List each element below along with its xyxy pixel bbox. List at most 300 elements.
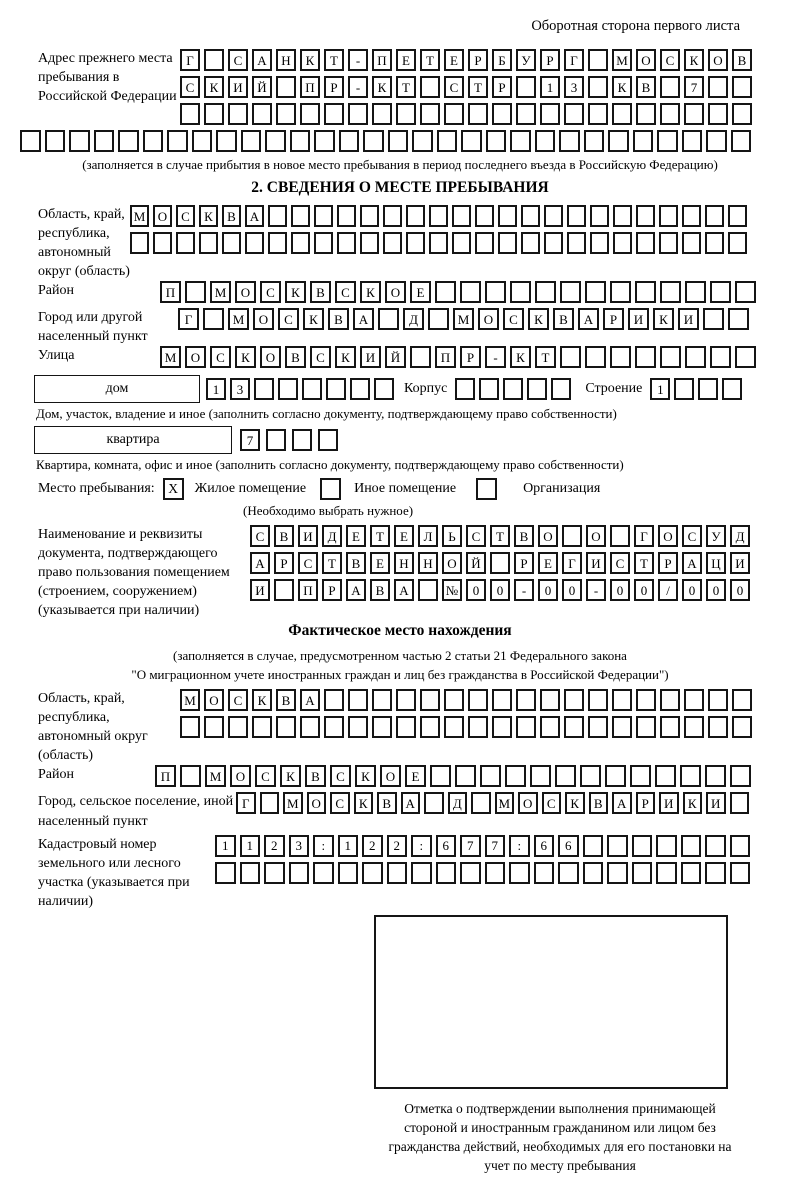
char-cell[interactable]: Д (730, 525, 750, 547)
char-cell[interactable] (635, 346, 656, 368)
char-cell[interactable]: И (628, 308, 649, 330)
char-cell[interactable]: С (310, 346, 331, 368)
char-cell[interactable]: М (160, 346, 181, 368)
char-cell[interactable]: Е (410, 281, 431, 303)
char-cell[interactable] (291, 205, 310, 227)
char-cell[interactable]: 7 (485, 835, 506, 857)
char-cell[interactable] (388, 130, 409, 152)
char-cell[interactable] (485, 281, 506, 303)
char-cell[interactable]: 7 (684, 76, 704, 98)
char-cell[interactable] (674, 378, 694, 400)
char-cell[interactable] (192, 130, 213, 152)
char-cell[interactable] (585, 281, 606, 303)
char-cell[interactable] (461, 130, 482, 152)
char-cell[interactable]: У (516, 49, 536, 71)
char-cell[interactable] (580, 765, 601, 787)
char-cell[interactable]: Н (394, 552, 414, 574)
char-cell[interactable] (348, 103, 368, 125)
char-cell[interactable] (372, 716, 392, 738)
char-cell[interactable]: 7 (460, 835, 481, 857)
char-cell[interactable]: К (510, 346, 531, 368)
char-cell[interactable] (535, 281, 556, 303)
char-cell[interactable] (479, 378, 499, 400)
char-cell[interactable]: О (260, 346, 281, 368)
char-cell[interactable] (732, 716, 752, 738)
char-cell[interactable] (430, 765, 451, 787)
char-cell[interactable] (314, 130, 335, 152)
char-cell[interactable] (681, 862, 702, 884)
char-cell[interactable]: Т (420, 49, 440, 71)
char-cell[interactable] (435, 281, 456, 303)
checkbox-zhiloe[interactable]: X (163, 478, 184, 500)
char-cell[interactable]: : (411, 835, 432, 857)
char-cell[interactable]: И (678, 308, 699, 330)
char-cell[interactable]: В (276, 689, 296, 711)
char-cell[interactable] (444, 103, 464, 125)
char-cell[interactable]: 3 (289, 835, 310, 857)
char-cell[interactable]: Н (276, 49, 296, 71)
char-cell[interactable] (710, 281, 731, 303)
char-cell[interactable]: Е (394, 525, 414, 547)
char-cell[interactable] (534, 862, 555, 884)
char-cell[interactable] (555, 765, 576, 787)
char-cell[interactable] (324, 716, 344, 738)
char-cell[interactable] (318, 429, 338, 451)
char-cell[interactable]: К (528, 308, 549, 330)
char-cell[interactable]: К (355, 765, 376, 787)
char-cell[interactable]: С (228, 49, 248, 71)
char-cell[interactable]: Г (564, 49, 584, 71)
char-cell[interactable] (276, 76, 296, 98)
char-cell[interactable] (731, 130, 752, 152)
char-cell[interactable]: № (442, 579, 462, 601)
char-cell[interactable] (612, 689, 632, 711)
char-cell[interactable] (291, 232, 310, 254)
char-cell[interactable] (509, 862, 530, 884)
char-cell[interactable] (444, 689, 464, 711)
char-cell[interactable] (544, 205, 563, 227)
char-cell[interactable]: П (300, 76, 320, 98)
char-cell[interactable] (535, 130, 556, 152)
char-cell[interactable] (605, 765, 626, 787)
char-cell[interactable] (363, 130, 384, 152)
char-cell[interactable] (406, 205, 425, 227)
char-cell[interactable] (348, 689, 368, 711)
char-cell[interactable] (490, 552, 510, 574)
char-cell[interactable] (660, 689, 680, 711)
char-cell[interactable]: Е (396, 49, 416, 71)
char-cell[interactable] (420, 716, 440, 738)
char-cell[interactable] (314, 205, 333, 227)
char-cell[interactable]: В (222, 205, 241, 227)
char-cell[interactable]: 6 (436, 835, 457, 857)
char-cell[interactable]: Е (444, 49, 464, 71)
char-cell[interactable]: Т (535, 346, 556, 368)
char-cell[interactable] (510, 130, 531, 152)
char-cell[interactable]: К (653, 308, 674, 330)
char-cell[interactable] (607, 862, 628, 884)
char-cell[interactable]: С (335, 281, 356, 303)
char-cell[interactable] (607, 835, 628, 857)
char-cell[interactable] (510, 281, 531, 303)
char-cell[interactable]: М (453, 308, 474, 330)
char-cell[interactable] (429, 232, 448, 254)
char-cell[interactable] (632, 862, 653, 884)
char-cell[interactable] (337, 205, 356, 227)
char-cell[interactable]: Т (370, 525, 390, 547)
char-cell[interactable] (516, 716, 536, 738)
char-cell[interactable]: А (346, 579, 366, 601)
char-cell[interactable] (632, 835, 653, 857)
char-cell[interactable] (475, 205, 494, 227)
char-cell[interactable] (268, 205, 287, 227)
char-cell[interactable]: 1 (650, 378, 670, 400)
char-cell[interactable]: О (442, 552, 462, 574)
char-cell[interactable]: 3 (230, 378, 250, 400)
char-cell[interactable] (527, 378, 547, 400)
char-cell[interactable]: 1 (540, 76, 560, 98)
char-cell[interactable] (362, 862, 383, 884)
char-cell[interactable]: В (377, 792, 397, 814)
char-cell[interactable] (475, 232, 494, 254)
char-cell[interactable]: Г (236, 792, 256, 814)
char-cell[interactable] (420, 76, 440, 98)
char-cell[interactable]: М (228, 308, 249, 330)
char-cell[interactable] (436, 862, 457, 884)
char-cell[interactable]: С (180, 76, 200, 98)
char-cell[interactable]: А (682, 552, 702, 574)
char-cell[interactable] (264, 862, 285, 884)
char-cell[interactable]: Т (396, 76, 416, 98)
char-cell[interactable]: Ь (442, 525, 462, 547)
char-cell[interactable] (551, 378, 571, 400)
char-cell[interactable] (656, 835, 677, 857)
char-cell[interactable]: К (280, 765, 301, 787)
char-cell[interactable] (468, 716, 488, 738)
char-cell[interactable]: 6 (534, 835, 555, 857)
char-cell[interactable] (635, 281, 656, 303)
char-cell[interactable] (143, 130, 164, 152)
char-cell[interactable] (455, 765, 476, 787)
char-cell[interactable] (215, 862, 236, 884)
char-cell[interactable]: О (307, 792, 327, 814)
char-cell[interactable] (705, 862, 726, 884)
char-cell[interactable] (471, 792, 491, 814)
char-cell[interactable] (69, 130, 90, 152)
char-cell[interactable] (636, 716, 656, 738)
char-cell[interactable]: П (160, 281, 181, 303)
char-cell[interactable]: П (155, 765, 176, 787)
char-cell[interactable] (498, 205, 517, 227)
char-cell[interactable] (521, 205, 540, 227)
char-cell[interactable] (176, 232, 195, 254)
char-cell[interactable] (610, 281, 631, 303)
checkbox-organizaciya[interactable] (476, 478, 497, 500)
char-cell[interactable]: П (435, 346, 456, 368)
char-cell[interactable] (540, 689, 560, 711)
char-cell[interactable]: С (444, 76, 464, 98)
char-cell[interactable] (682, 205, 701, 227)
char-cell[interactable] (204, 103, 224, 125)
char-cell[interactable]: Т (490, 525, 510, 547)
char-cell[interactable]: О (235, 281, 256, 303)
char-cell[interactable] (705, 232, 724, 254)
char-cell[interactable]: М (612, 49, 632, 71)
char-cell[interactable] (185, 281, 206, 303)
char-cell[interactable] (608, 130, 629, 152)
char-cell[interactable]: А (252, 49, 272, 71)
char-cell[interactable] (698, 378, 718, 400)
char-cell[interactable]: М (205, 765, 226, 787)
char-cell[interactable] (728, 232, 747, 254)
char-cell[interactable]: Д (403, 308, 424, 330)
char-cell[interactable]: В (636, 76, 656, 98)
char-cell[interactable]: 1 (240, 835, 261, 857)
char-cell[interactable] (613, 232, 632, 254)
char-cell[interactable] (732, 689, 752, 711)
char-cell[interactable]: С (466, 525, 486, 547)
char-cell[interactable]: Д (322, 525, 342, 547)
char-cell[interactable] (660, 346, 681, 368)
char-cell[interactable] (199, 232, 218, 254)
char-cell[interactable]: К (252, 689, 272, 711)
char-cell[interactable]: П (298, 579, 318, 601)
char-cell[interactable]: О (230, 765, 251, 787)
char-cell[interactable] (204, 49, 224, 71)
char-cell[interactable]: А (394, 579, 414, 601)
char-cell[interactable]: А (353, 308, 374, 330)
char-cell[interactable] (260, 792, 280, 814)
char-cell[interactable] (180, 716, 200, 738)
char-cell[interactable] (452, 205, 471, 227)
char-cell[interactable] (610, 525, 630, 547)
char-cell[interactable]: А (245, 205, 264, 227)
char-cell[interactable]: : (313, 835, 334, 857)
char-cell[interactable] (428, 308, 449, 330)
char-cell[interactable]: К (372, 76, 392, 98)
char-cell[interactable] (567, 205, 586, 227)
char-cell[interactable] (656, 862, 677, 884)
char-cell[interactable]: 2 (362, 835, 383, 857)
char-cell[interactable] (659, 205, 678, 227)
char-cell[interactable]: В (346, 552, 366, 574)
char-cell[interactable]: Р (492, 76, 512, 98)
char-cell[interactable]: М (210, 281, 231, 303)
char-cell[interactable] (216, 130, 237, 152)
char-cell[interactable]: Н (418, 552, 438, 574)
char-cell[interactable] (588, 716, 608, 738)
char-cell[interactable]: С (298, 552, 318, 574)
char-cell[interactable] (153, 232, 172, 254)
char-cell[interactable]: Г (180, 49, 200, 71)
char-cell[interactable] (326, 378, 346, 400)
char-cell[interactable] (180, 103, 200, 125)
char-cell[interactable] (588, 76, 608, 98)
char-cell[interactable]: О (478, 308, 499, 330)
char-cell[interactable] (396, 716, 416, 738)
char-cell[interactable] (612, 103, 632, 125)
char-cell[interactable]: 0 (634, 579, 654, 601)
char-cell[interactable] (290, 130, 311, 152)
char-cell[interactable] (680, 765, 701, 787)
char-cell[interactable]: М (495, 792, 515, 814)
char-cell[interactable] (564, 103, 584, 125)
char-cell[interactable] (732, 103, 752, 125)
char-cell[interactable] (254, 378, 274, 400)
char-cell[interactable] (228, 103, 248, 125)
char-cell[interactable] (460, 281, 481, 303)
char-cell[interactable] (455, 378, 475, 400)
char-cell[interactable] (468, 103, 488, 125)
char-cell[interactable] (383, 232, 402, 254)
char-cell[interactable] (585, 346, 606, 368)
char-cell[interactable]: Р (636, 792, 656, 814)
char-cell[interactable]: О (153, 205, 172, 227)
char-cell[interactable]: Р (322, 579, 342, 601)
char-cell[interactable]: С (278, 308, 299, 330)
char-cell[interactable]: К (360, 281, 381, 303)
char-cell[interactable]: С (210, 346, 231, 368)
char-cell[interactable] (241, 130, 262, 152)
char-cell[interactable] (338, 862, 359, 884)
char-cell[interactable] (564, 716, 584, 738)
char-cell[interactable] (590, 205, 609, 227)
char-cell[interactable]: К (612, 76, 632, 98)
char-cell[interactable] (612, 716, 632, 738)
char-cell[interactable]: Р (658, 552, 678, 574)
char-cell[interactable]: Ц (706, 552, 726, 574)
char-cell[interactable]: Й (466, 552, 486, 574)
char-cell[interactable] (492, 689, 512, 711)
char-cell[interactable] (383, 205, 402, 227)
char-cell[interactable]: С (228, 689, 248, 711)
char-cell[interactable] (252, 103, 272, 125)
char-cell[interactable]: П (372, 49, 392, 71)
char-cell[interactable] (167, 130, 188, 152)
char-cell[interactable]: К (235, 346, 256, 368)
char-cell[interactable] (660, 716, 680, 738)
char-cell[interactable]: У (706, 525, 726, 547)
char-cell[interactable] (705, 765, 726, 787)
char-cell[interactable]: К (683, 792, 703, 814)
char-cell[interactable] (222, 232, 241, 254)
char-cell[interactable] (722, 378, 742, 400)
char-cell[interactable] (540, 716, 560, 738)
char-cell[interactable]: К (204, 76, 224, 98)
char-cell[interactable]: К (354, 792, 374, 814)
char-cell[interactable]: В (328, 308, 349, 330)
char-cell[interactable]: 1 (206, 378, 226, 400)
char-cell[interactable]: С (255, 765, 276, 787)
char-cell[interactable]: 3 (564, 76, 584, 98)
char-cell[interactable] (657, 130, 678, 152)
char-cell[interactable] (706, 130, 727, 152)
char-cell[interactable]: С (250, 525, 270, 547)
char-cell[interactable]: 2 (264, 835, 285, 857)
char-cell[interactable] (387, 862, 408, 884)
char-cell[interactable]: А (401, 792, 421, 814)
char-cell[interactable] (245, 232, 264, 254)
char-cell[interactable] (516, 689, 536, 711)
char-cell[interactable] (45, 130, 66, 152)
char-cell[interactable]: Р (603, 308, 624, 330)
char-cell[interactable] (339, 130, 360, 152)
char-cell[interactable] (505, 765, 526, 787)
char-cell[interactable]: 7 (240, 429, 260, 451)
char-cell[interactable] (705, 835, 726, 857)
char-cell[interactable]: В (589, 792, 609, 814)
char-cell[interactable]: 0 (706, 579, 726, 601)
char-cell[interactable]: 1 (215, 835, 236, 857)
char-cell[interactable] (516, 76, 536, 98)
char-cell[interactable] (424, 792, 444, 814)
char-cell[interactable] (278, 378, 298, 400)
char-cell[interactable]: О (636, 49, 656, 71)
char-cell[interactable] (360, 205, 379, 227)
char-cell[interactable] (292, 429, 312, 451)
char-cell[interactable] (94, 130, 115, 152)
char-cell[interactable] (498, 232, 517, 254)
char-cell[interactable]: 0 (682, 579, 702, 601)
char-cell[interactable]: 6 (558, 835, 579, 857)
char-cell[interactable]: - (485, 346, 506, 368)
char-cell[interactable] (452, 232, 471, 254)
char-cell[interactable] (396, 103, 416, 125)
char-cell[interactable] (558, 862, 579, 884)
char-cell[interactable] (313, 862, 334, 884)
char-cell[interactable]: О (253, 308, 274, 330)
char-cell[interactable]: Г (562, 552, 582, 574)
char-cell[interactable]: О (708, 49, 728, 71)
char-cell[interactable]: И (706, 792, 726, 814)
char-cell[interactable] (429, 205, 448, 227)
char-cell[interactable] (350, 378, 370, 400)
char-cell[interactable] (372, 689, 392, 711)
char-cell[interactable] (708, 716, 728, 738)
char-cell[interactable]: С (660, 49, 680, 71)
char-cell[interactable] (420, 103, 440, 125)
char-cell[interactable]: А (250, 552, 270, 574)
char-cell[interactable] (437, 130, 458, 152)
char-cell[interactable] (348, 716, 368, 738)
char-cell[interactable] (659, 232, 678, 254)
char-cell[interactable]: Р (324, 76, 344, 98)
char-cell[interactable] (302, 378, 322, 400)
char-cell[interactable]: 0 (466, 579, 486, 601)
char-cell[interactable] (503, 378, 523, 400)
char-cell[interactable] (492, 103, 512, 125)
char-cell[interactable]: 2 (387, 835, 408, 857)
char-cell[interactable]: 0 (610, 579, 630, 601)
char-cell[interactable] (411, 862, 432, 884)
char-cell[interactable] (516, 103, 536, 125)
char-cell[interactable]: К (684, 49, 704, 71)
char-cell[interactable] (460, 862, 481, 884)
char-cell[interactable] (730, 792, 750, 814)
char-cell[interactable]: С (610, 552, 630, 574)
char-cell[interactable] (684, 103, 704, 125)
char-cell[interactable]: Т (468, 76, 488, 98)
checkbox-inoe[interactable] (320, 478, 341, 500)
char-cell[interactable] (530, 765, 551, 787)
char-cell[interactable]: И (586, 552, 606, 574)
char-cell[interactable]: Р (468, 49, 488, 71)
char-cell[interactable] (735, 346, 756, 368)
char-cell[interactable] (360, 232, 379, 254)
char-cell[interactable] (564, 689, 584, 711)
char-cell[interactable] (684, 716, 704, 738)
char-cell[interactable] (396, 689, 416, 711)
